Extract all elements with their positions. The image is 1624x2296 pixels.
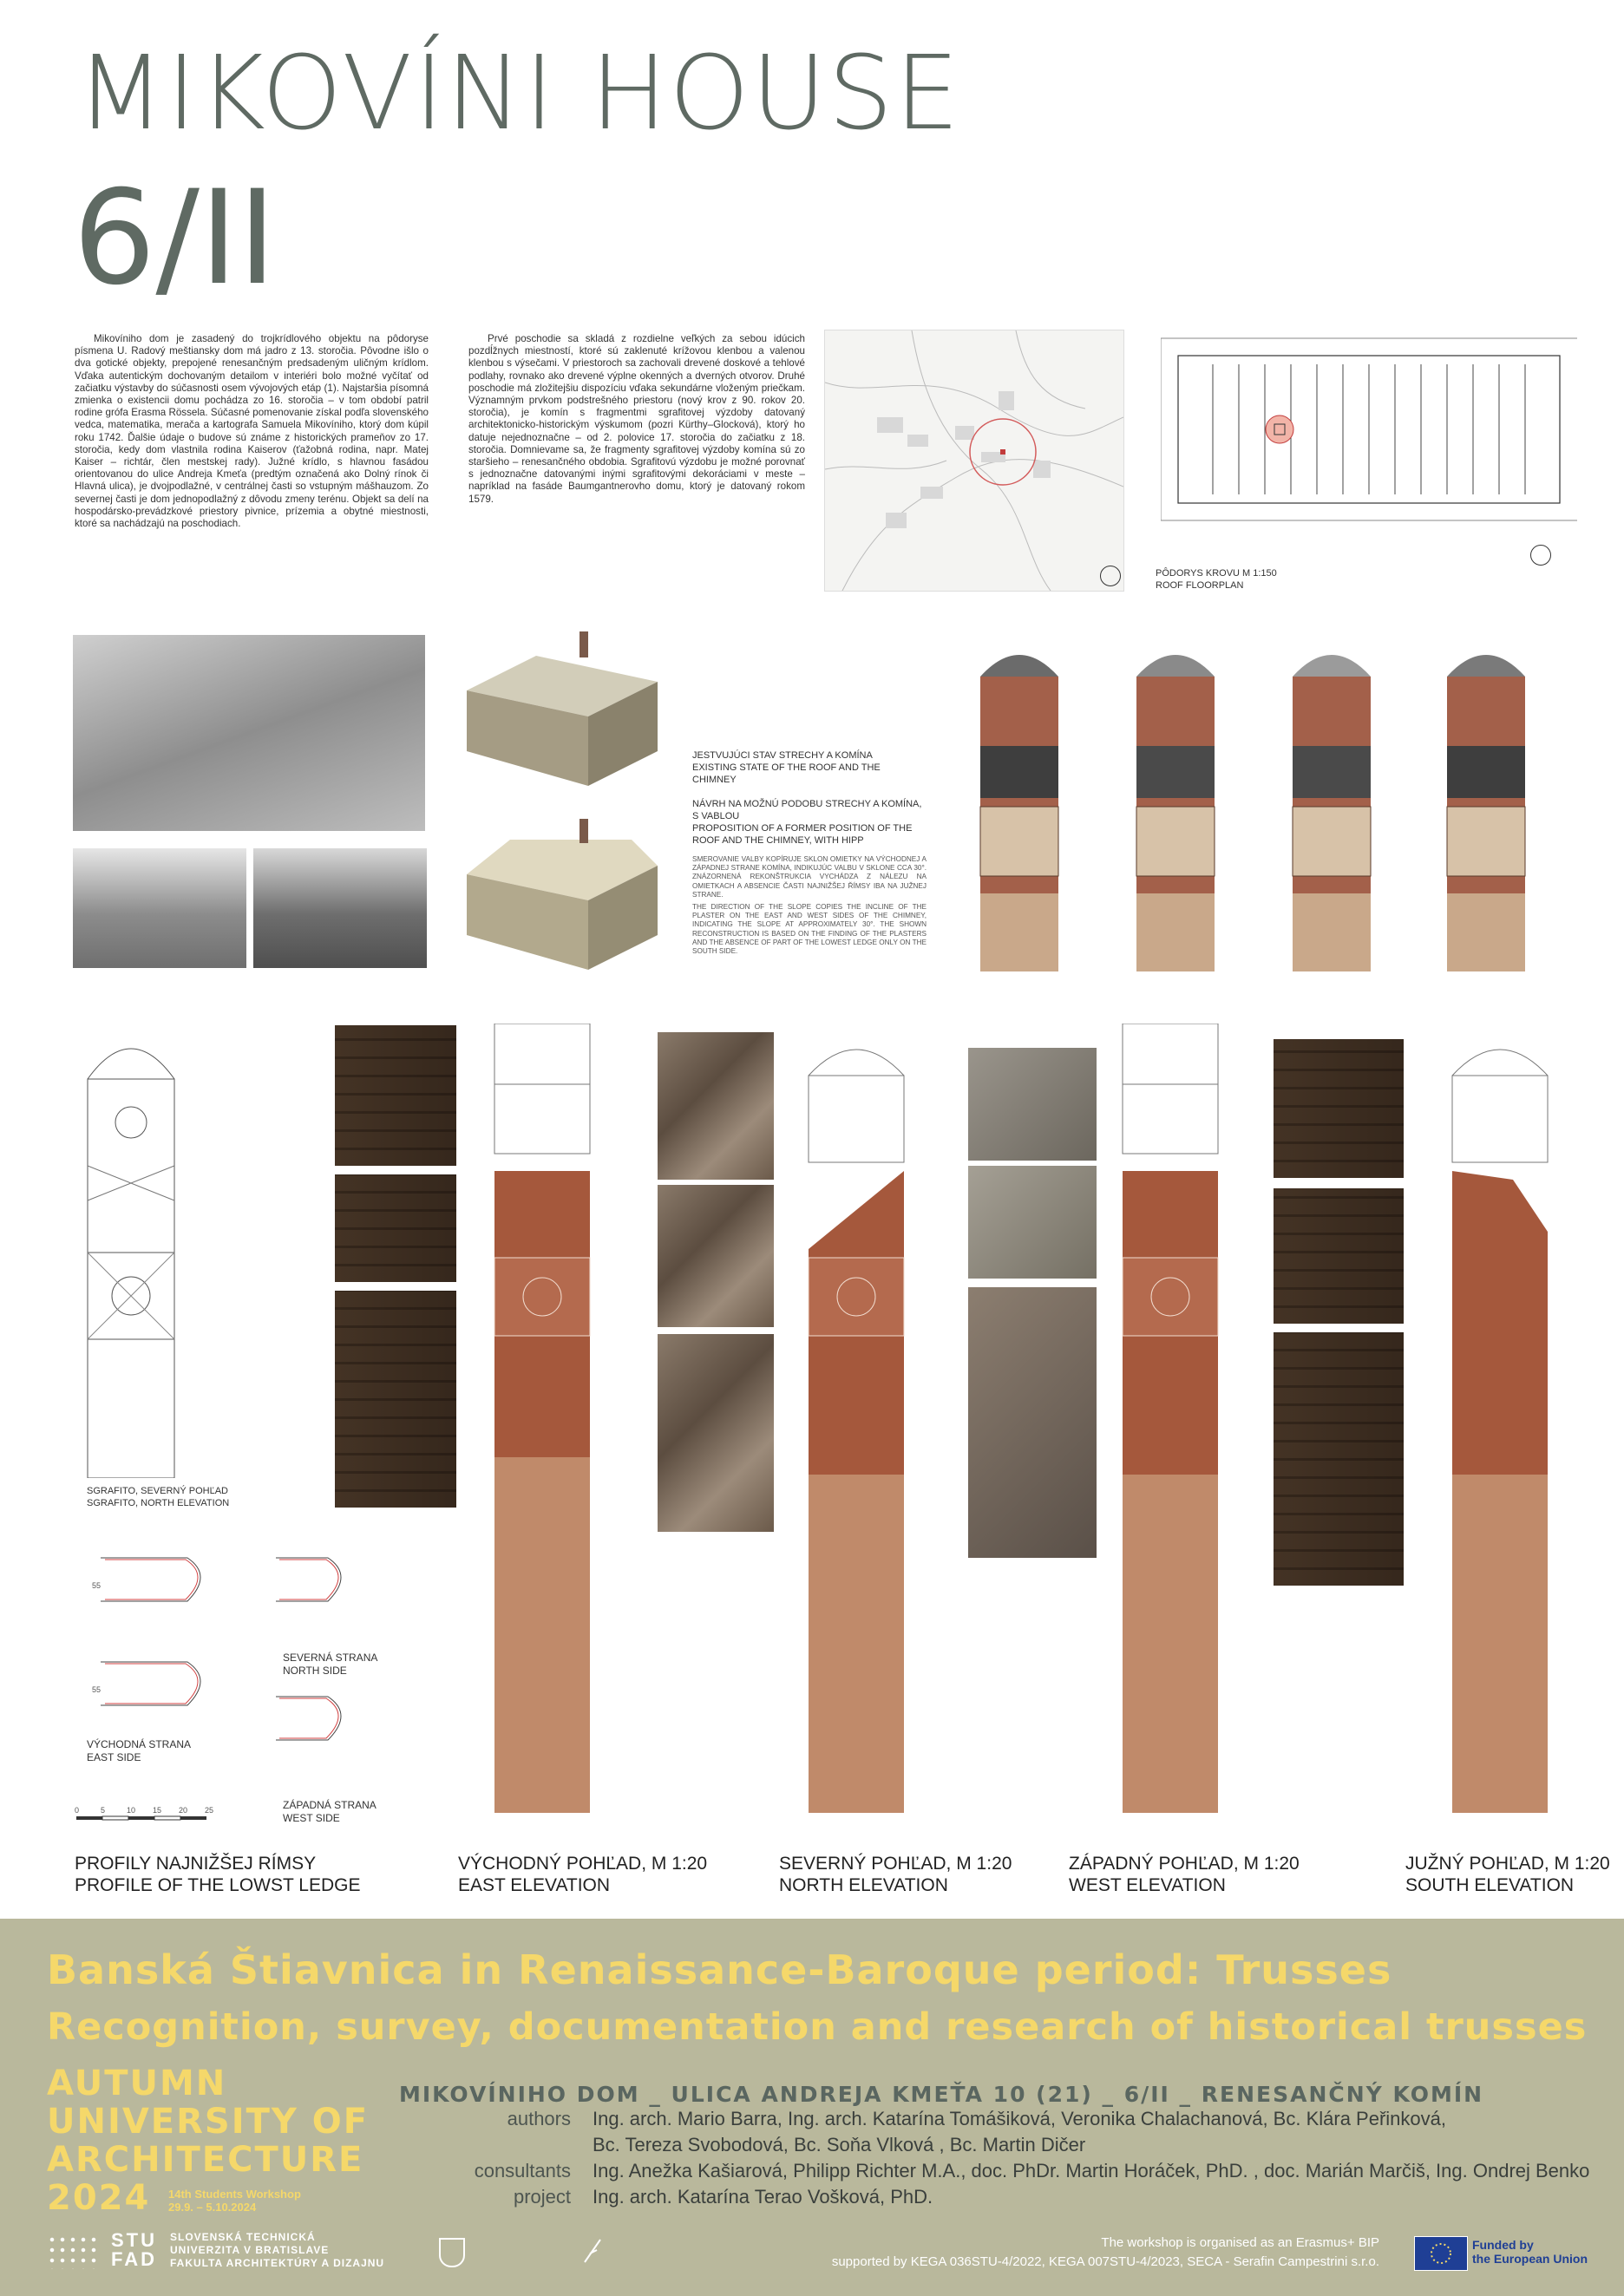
sgraffito-drawing-graphic <box>83 1027 179 1478</box>
roof-floorplan-graphic <box>1161 330 1577 538</box>
chimney-render-3 <box>1287 642 1376 971</box>
faculty-crest-icon <box>439 2238 465 2267</box>
chimney-render-1-graphic <box>975 642 1064 971</box>
elevation-north-graphic <box>800 1024 913 1822</box>
ledge-west-label: ZÁPADNÁ STRANA WEST SIDE <box>283 1799 377 1824</box>
stu-dots-logo <box>47 2234 99 2269</box>
ledge-east-label: VÝCHODNÁ STRANA EAST SIDE <box>87 1738 192 1763</box>
authors-label: authors <box>507 2108 571 2129</box>
footer-title-1: Banská Štiavnica in Renaissance-Baroque period: Trusses <box>47 1946 1392 1993</box>
elevation-east <box>486 1024 599 1822</box>
north-arrow-icon <box>1100 566 1121 586</box>
chimney-render-4-graphic <box>1442 642 1530 971</box>
scale-5: 5 <box>101 1806 106 1815</box>
historic-photo-1 <box>73 848 246 968</box>
quill-icon <box>581 2238 604 2264</box>
chimney-photo-east-1 <box>335 1025 456 1166</box>
chimney-render-2 <box>1131 642 1220 971</box>
chimney-photo-west-2 <box>968 1166 1097 1279</box>
page-title: MIKOVÍNI HOUSE <box>76 33 961 153</box>
scale-20: 20 <box>179 1806 188 1815</box>
school-name: SLOVENSKÁ TECHNICKÁ UNIVERZITA V BRATISLAVE FAKULTA ARCHITEKTÚRY A DIZAJNU <box>170 2231 385 2269</box>
label-north-elevation: SEVERNÝ POHĽAD, M 1:20 NORTH ELEVATION <box>779 1854 1012 1895</box>
historic-photo-2 <box>253 848 427 968</box>
authors-line-2: Bc. Tereza Svobodová, Bc. Soňa Vlková , Bc. Martin Dičer <box>593 2134 1086 2155</box>
project-line: MIKOVÍNIHO DOM _ ULICA ANDREJA KMEŤA 10 (21) _ 6/II _ RENESANČNÝ KOMÍN <box>399 2082 1484 2107</box>
elevation-west <box>1114 1024 1227 1822</box>
roof-model-existing <box>458 630 666 795</box>
authors-line-1: Ing. arch. Mario Barra, Ing. arch. Katarína Tomášiková, Veronika Chalachanová, Bc. Klára Peřinková, <box>593 2108 1446 2129</box>
chimney-render-3-graphic <box>1287 642 1376 971</box>
page-subtitle: 6/II <box>73 163 277 314</box>
elevation-south-graphic <box>1444 1024 1556 1822</box>
scale-0: 0 <box>75 1806 80 1815</box>
quill-icon-graphic <box>581 2238 604 2264</box>
ledge-profiles-right-graphic <box>276 1549 397 1749</box>
location-map <box>824 330 1124 592</box>
label-east-elevation: VÝCHODNÝ POHĽAD, M 1:20 EAST ELEVATION <box>458 1854 708 1895</box>
autumn-university-logo: AUTUMN UNIVERSITY OF ARCHITECTURE 2024 <box>47 2064 370 2218</box>
roof-floorplan-caption: PÔDORYS KROVU M 1:150 ROOF FLOORPLAN <box>1156 568 1277 591</box>
chimney-photo-west-1 <box>968 1048 1097 1161</box>
project-lead: Ing. arch. Katarína Terao Vošková, PhD. <box>593 2186 933 2208</box>
chimney-render-1 <box>975 642 1064 971</box>
chimney-photo-north-2 <box>658 1185 774 1327</box>
sgraffito-caption: SGRAFITO, SEVERNÝ POHĽAD SGRAFITO, NORTH ELEVATION <box>87 1486 230 1508</box>
location-map-graphic <box>825 330 1123 591</box>
eu-flag-graphic <box>1415 2237 1467 2270</box>
roof-floorplan <box>1161 330 1577 538</box>
elevation-south <box>1444 1024 1556 1822</box>
ledge-north-label: SEVERNÁ STRANA NORTH SIDE <box>283 1652 378 1677</box>
chimney-photo-north-1 <box>658 1032 774 1180</box>
chimney-photo-east-3 <box>335 1291 456 1508</box>
roof-state-captions: JESTVUJÚCI STAV STRECHY A KOMÍNA EXISTING STATE OF THE ROOF AND THE CHIMNEY NÁVRH NA MOŽNÚ PODOBU STRECHY A KOMÍNA, S VABLOU PROPOSITION OF A FORMER POSITION OF THE ROOF AND THE CHIMNEY, WITH HIPP SMEROVANIE VALBY KOPÍRUJE SKLON OMIETKY NA VÝCHODNEJ A ZÁPADNEJ STRANE KOMÍNA, INDIKUJÚC VALBU V SKLONE CCA 30°. ZNÁZORNENÁ REKONŠTRUKCIA VYCHÁDZA Z NÁLEZU NA OMIETKACH A ABSENCIE ČASTI NAJNIŽŠEJ ŘÍMSY IBA NA JUŽNEJ STRANE. THE DIRECTION OF THE SLOPE COPIES THE INCLINE OF THE PLASTER ON THE EAST AND WEST SIDES OF THE CHIMNEY, INDICATING THE SLOPE AT APPROXIMATELY 30°. THE SHOWN RECONSTRUCTION IS BASED ON THE FINDING OF THE PLASTERS AND THE ABSENCE OF PART OF THE LOWEST LEDGE ONLY ON THE SOUTH SIDE. <box>692 750 927 956</box>
chimney-photo-south-1 <box>1274 1039 1404 1178</box>
eu-funded-text: Funded by the European Union <box>1472 2238 1588 2266</box>
roof-model-existing-graphic <box>458 630 666 795</box>
workshop-dates: 14th Students Workshop 29.9. – 5.10.2024 <box>168 2188 301 2214</box>
roof-model-proposal <box>458 814 666 978</box>
chimney-photo-west-3 <box>968 1287 1097 1558</box>
label-south-elevation: JUŽNÝ POHĽAD, M 1:20 SOUTH ELEVATION <box>1405 1854 1610 1895</box>
ledge-profiles-right <box>276 1549 397 1749</box>
label-ledge-profiles: PROFILY NAJNIŽŠEJ RÍMSY PROFILE OF THE LOWST LEDGE <box>75 1854 361 1895</box>
ledge-dim-1: 55 <box>92 1581 102 1590</box>
chimney-photo-east-2 <box>335 1174 456 1282</box>
elevation-east-graphic <box>486 1024 599 1822</box>
elevation-west-graphic <box>1114 1024 1227 1822</box>
ledge-dim-2: 55 <box>92 1685 102 1694</box>
intro-text-col2: Prvé poschodie sa skladá z rozdielne veľkých za sebou idúcich pozdĺžnych miestností, ktoré sú zaklenuté krížovou klenbou a valenou klenbou s výsečami. V priestoroch sa zachovali drevené doskové a tehlové podlahy, rovnako ako drevené výplne okenných a dverných otvorov. Druhé poschodie má zložitejšiu dispozíciu vďaka sekundárne vloženým priečkam. Významným prvkom podstrešného priestoru (nový krov z 90. rokov 20. storočia), je komín s fragmentmi sgrafitovej výzdoby datovaný architektonicko-historickým výskumom (pozri Kürthy–Glocková), ktorý ho datuje nejednoznačne – od 2. polovice 17. storočia do začiatku z 18. storočia. Domnievame sa, že fragmenty sgrafitovej výzdoby komína sú zo staršieho – renesančného obdobia. Sgrafitovú výzdobu je možné porovnať s jednoznačne datovanými inými sgrafitovými dekoráciami v meste – napríklad na fasáde Baumgantnerovho domu, ktorý je datovaný rokom 1579. <box>468 333 805 505</box>
scale-15: 15 <box>153 1806 162 1815</box>
ledge-scale-bar-graphic <box>75 1804 222 1823</box>
elevation-north <box>800 1024 913 1822</box>
support-text: The workshop is organised as an Erasmus+ BIP supported by KEGA 036STU-4/2022, KEGA 007STU-4/2023, SECA - Serafin Campestrini s.r.o. <box>831 2235 1379 2269</box>
scale-25: 25 <box>205 1806 214 1815</box>
consultants-list: Ing. Anežka Kašiarová, Philipp Richter M.A., doc. PhDr. Martin Horáček, PhD. , doc. Marián Marčiš, Ing. Ondrej Benko <box>593 2160 1590 2182</box>
roof-model-proposal-graphic <box>458 814 666 978</box>
chimney-photo-south-3 <box>1274 1332 1404 1586</box>
chimney-photo-south-2 <box>1274 1188 1404 1324</box>
chimney-render-2-graphic <box>1131 642 1220 971</box>
scale-10: 10 <box>127 1806 136 1815</box>
stu-fad-logo: STU FAD <box>111 2229 157 2270</box>
ledge-scale-bar <box>75 1804 222 1823</box>
footer-title-2: Recognition, survey, documentation and research of historical trusses <box>47 2005 1588 2049</box>
project-label: project <box>513 2186 571 2208</box>
label-west-elevation: ZÁPADNÝ POHĽAD, M 1:20 WEST ELEVATION <box>1069 1854 1300 1895</box>
historic-engraving <box>73 635 425 831</box>
intro-text-col1: Mikovíniho dom je zasadený do trojkrídlového objektu na pôdoryse písmena U. Radový meštiansky dom má jadro z 13. storočia. Pôvodne išlo o dva gotické objekty, prepojené renesančným predsadeným uličným krídlom. Vďaka autentickým dochovaným detailom v interiéri bolo možné vyčítať od začiatku výstavby do súčasnosti osem vývojových etáp (1). Najstaršia písomná zmienka o existencii domu pochádza zo 16. storočia – v tom období patril rodine grófa Erasma Rössela. Súčasné pomenovanie získal podľa slovenského vedca, matematika, merača a kartografa Samuela Mikovíniho, ktorý dom kúpil roku 1742. Ďalšie údaje o budove sú známe z historických prameňov zo 17. storočia, kedy dom vlastnila rodina Kaiserov (ťažobná rodina, napr. Matej Kaiser – richtár, člen mestskej rady). Južné krídlo, s hlavnou fasádou orientovanou do ulice Andreja Kmeťa (predtým označená ako Dolný rínok či Hlavná ulica), je dvojpodlažné, v centrálnej časti so vstupným mášhauzom. Zo severnej časti je dom jednopodlažný z dôvodu zmeny terénu. Objekt sa delí na hospodársko-prevádzkové priestory pivnice, prízemia a obytné miestnosti, ktoré sa nachádzajú na poschodiach. <box>75 333 429 530</box>
sgraffito-drawing <box>83 1027 179 1478</box>
chimney-render-4 <box>1442 642 1530 971</box>
north-arrow-icon-2 <box>1530 545 1551 566</box>
chimney-photo-north-3 <box>658 1334 774 1532</box>
eu-flag-icon <box>1414 2236 1468 2271</box>
consultants-label: consultants <box>474 2160 571 2182</box>
